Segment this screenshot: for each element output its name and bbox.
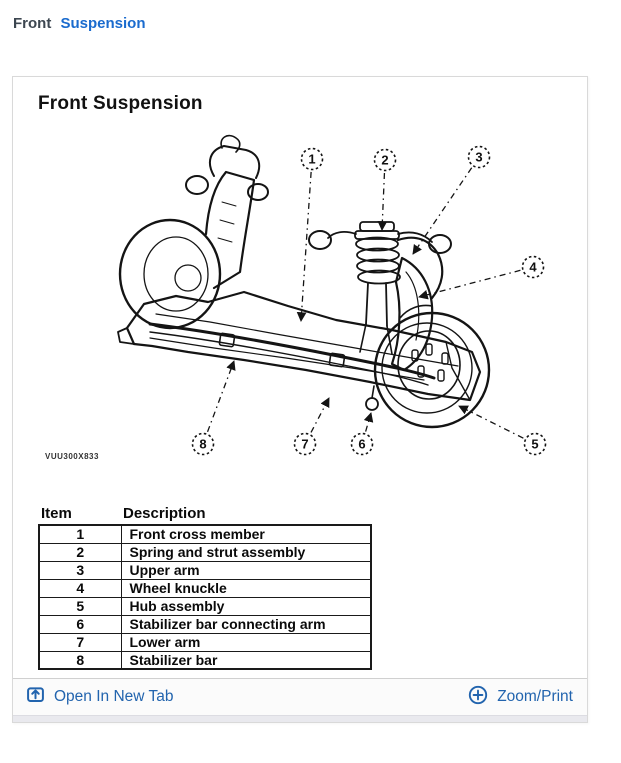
card-footer: [13, 678, 587, 715]
table-row: [39, 633, 371, 651]
zoom-plus-icon: [468, 685, 488, 710]
svg-text:6: 6: [358, 436, 366, 452]
table-row: [39, 615, 371, 633]
svg-text:2: 2: [381, 152, 389, 168]
table-row: [39, 525, 371, 543]
item-number: 7: [39, 633, 121, 651]
breadcrumb: [0, 0, 621, 32]
table-row: [39, 561, 371, 579]
parts-table: [38, 505, 372, 670]
breadcrumb-page-link[interactable]: Suspension: [60, 15, 146, 32]
open-in-new-tab-label: Open In New Tab: [54, 688, 174, 705]
horizontal-scrollbar[interactable]: [13, 715, 587, 722]
svg-text:8: 8: [199, 436, 207, 452]
table-row: [39, 543, 371, 561]
item-description: Hub assembly: [121, 597, 371, 615]
item-description: Stabilizer bar connecting arm: [121, 615, 371, 633]
figure-code: VUU300X833: [45, 452, 99, 461]
item-number: 6: [39, 615, 121, 633]
svg-text:1: 1: [308, 151, 316, 167]
item-description: Wheel knuckle: [121, 579, 371, 597]
suspension-diagram[interactable]: [13, 117, 587, 475]
item-description: Lower arm: [121, 633, 371, 651]
parts-header-item: Item: [41, 505, 72, 522]
zoom-print-label: Zoom/Print: [497, 688, 573, 705]
table-row: [39, 579, 371, 597]
diagram-card: [12, 76, 588, 723]
item-number: 2: [39, 543, 121, 561]
open-in-new-tab-icon: [26, 685, 45, 709]
item-number: 1: [39, 525, 121, 543]
item-number: 4: [39, 579, 121, 597]
item-number: 3: [39, 561, 121, 579]
item-description: Spring and strut assembly: [121, 543, 371, 561]
zoom-print-button[interactable]: [468, 685, 573, 710]
item-description: Upper arm: [121, 561, 371, 579]
item-description: Front cross member: [121, 525, 371, 543]
page-title: Front Suspension: [38, 93, 203, 114]
item-description: Stabilizer bar: [121, 651, 371, 669]
open-in-new-tab-button[interactable]: [26, 685, 173, 709]
table-row: [39, 651, 371, 669]
svg-text:7: 7: [301, 436, 309, 452]
item-number: 5: [39, 597, 121, 615]
item-number: 8: [39, 651, 121, 669]
svg-text:3: 3: [475, 149, 483, 165]
svg-text:5: 5: [531, 436, 539, 452]
table-row: [39, 597, 371, 615]
breadcrumb-section: Front: [13, 15, 52, 32]
svg-text:4: 4: [529, 259, 537, 275]
parts-header-description: Description: [123, 505, 206, 522]
suspension-diagram-art: [13, 117, 587, 475]
